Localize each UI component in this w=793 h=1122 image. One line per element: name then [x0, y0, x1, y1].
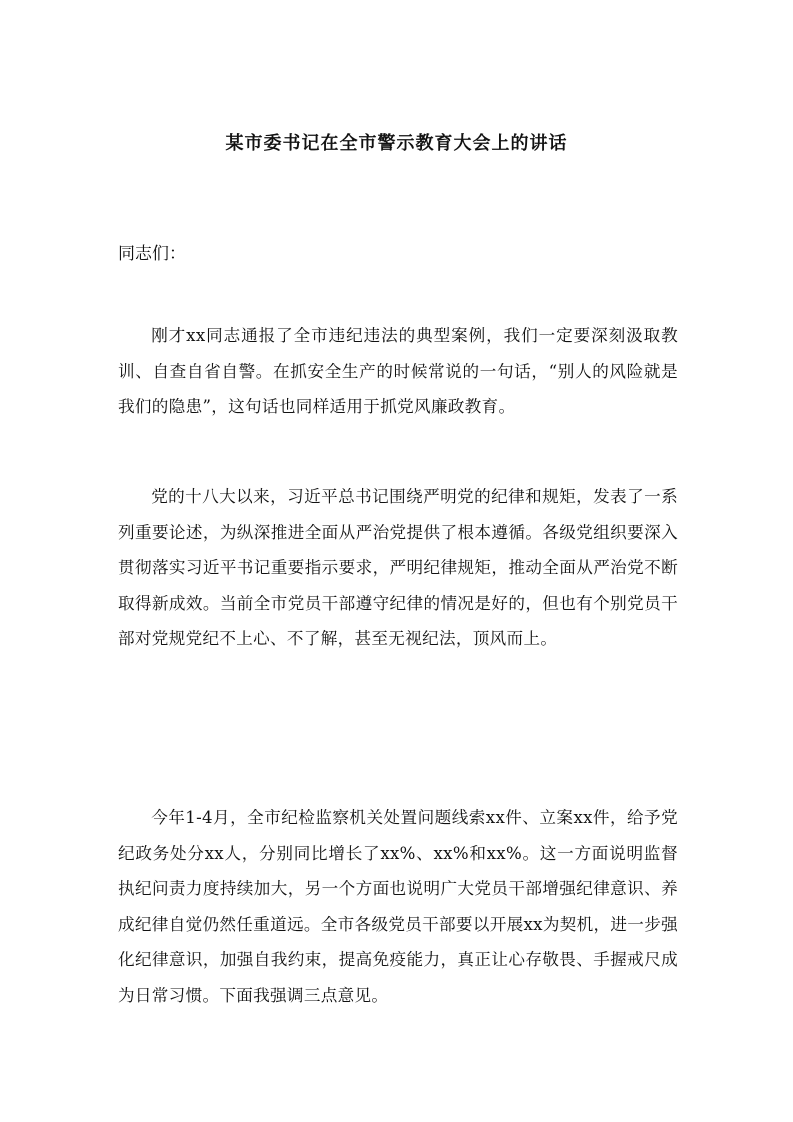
document-title: 某市委书记在全市警示教育大会上的讲话	[225, 133, 568, 154]
paragraph: 今年1-4月，全市纪检监察机关处置问题线索xx件、立案xx件，给予党纪政务处分xx人，分别同比增长了xx%、xx%和xx%。这一方面说明监督执纪问责力度持续加大，另一个方面也说明广大党员干部增强纪律意识、养成纪律自觉仍然任重道远。全市各级党员干部要以开展xx为契机，进一步强化纪律意识，加强自我约束，提高免疫能力，真正让心存敬畏、手握戒尺成为日常习惯。下面我强调三点意见。	[118, 808, 678, 1005]
paragraph: 刚才xx同志通报了全市违纪违法的典型案例，我们一定要深刻汲取教训、自查自省自警。在抓安全生产的时候常说的一句话，“别人的风险就是我们的隐患”，这句话也同样适用于抓党风廉政教育。	[118, 326, 678, 416]
greeting: 同志们：	[118, 244, 186, 264]
paragraph: 党的十八大以来，习近平总书记围绕严明党的纪律和规矩，发表了一系列重要论述，为纵深推进全面从严治党提供了根本遵循。各级党组织要深入贯彻落实习近平书记重要指示要求，严明纪律规矩，推动全面从严治党不断取得新成效。当前全市党员干部遵守纪律的情况是好的，但也有个别党员干部对党规党纪不上心、不了解，甚至无视纪法，顶风而上。	[118, 487, 678, 648]
